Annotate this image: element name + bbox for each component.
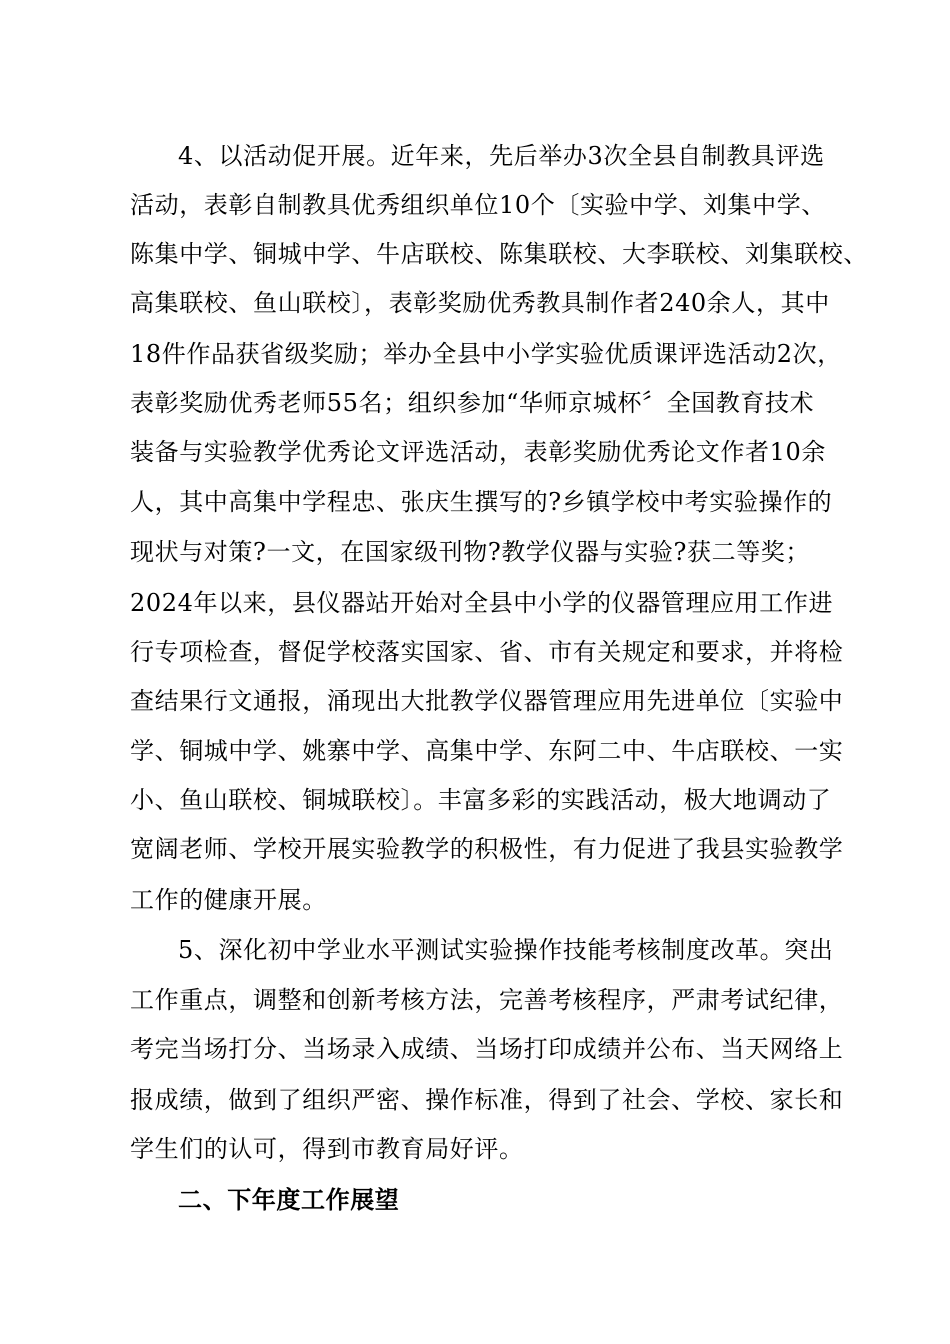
paragraph-line: 2024年以来，县仪器站开始对全县中小学的仪器管理应用工作进 (130, 589, 834, 617)
paragraph-line: 人，其中高集中学程忠、张庆生撰写的?乡镇学校中考实验操作的 (130, 488, 833, 516)
paragraph-line: 装备与实验教学优秀论文评选活动，表彰奖励优秀论文作者10余 (130, 438, 826, 466)
paragraph-line: 18件作品获省级奖励；举办全县中小学实验优质课评选活动2次， (130, 340, 842, 368)
paragraph-line: 学、铜城中学、姚寨中学、高集中学、东阿二中、牛店联校、一实 (130, 737, 844, 765)
paragraph-line: 工作重点，调整和创新考核方法，完善考核程序，严肃考试纪律， (130, 986, 844, 1014)
paragraph-line: 4、以活动促开展。近年来，先后举办3次全县自制教具评选 (178, 142, 825, 170)
paragraph-line: 现状与对策?一文，在国家级刊物?教学仪器与实验?获二等奖； (130, 538, 810, 566)
paragraph-line: 报成绩，做到了组织严密、操作标准，得到了社会、学校、家长和 (130, 1086, 844, 1114)
paragraph-line: 5、深化初中学业水平测试实验操作技能考核制度改革。突出 (178, 936, 834, 964)
paragraph-line: 考完当场打分、当场录入成绩、当场打印成绩并公布、当天网络上 (130, 1035, 844, 1063)
paragraph-line: 表彰奖励优秀老师55名；组织参加“华师京城杯〞全国教育技术 (130, 389, 815, 417)
paragraph-line: 活动，表彰自制教具优秀组织单位10个〔实验中学、刘集中学、 (130, 191, 826, 219)
section-heading: 二、下年度工作展望 (178, 1186, 400, 1214)
paragraph-line: 工作的健康开展。 (130, 886, 327, 914)
paragraph-line: 查结果行文通报，涌现出大批教学仪器管理应用先进单位〔实验中 (130, 687, 844, 715)
paragraph-line: 宽阔老师、学校开展实验教学的积极性，有力促进了我县实验教学 (130, 835, 844, 863)
paragraph-line: 高集联校、鱼山联校〕，表彰奖励优秀教具制作者240余人，其中 (130, 289, 830, 317)
paragraph-line: 学生们的认可，得到市教育局好评。 (130, 1135, 524, 1163)
paragraph-line: 小、鱼山联校、铜城联校〕。丰富多彩的实践活动，极大地调动了 (130, 786, 832, 814)
paragraph-line: 行专项检查，督促学校落实国家、省、市有关规定和要求，并将检 (130, 638, 844, 666)
paragraph-line: 陈集中学、铜城中学、牛店联校、陈集联校、大李联校、刘集联校、 (130, 240, 868, 268)
